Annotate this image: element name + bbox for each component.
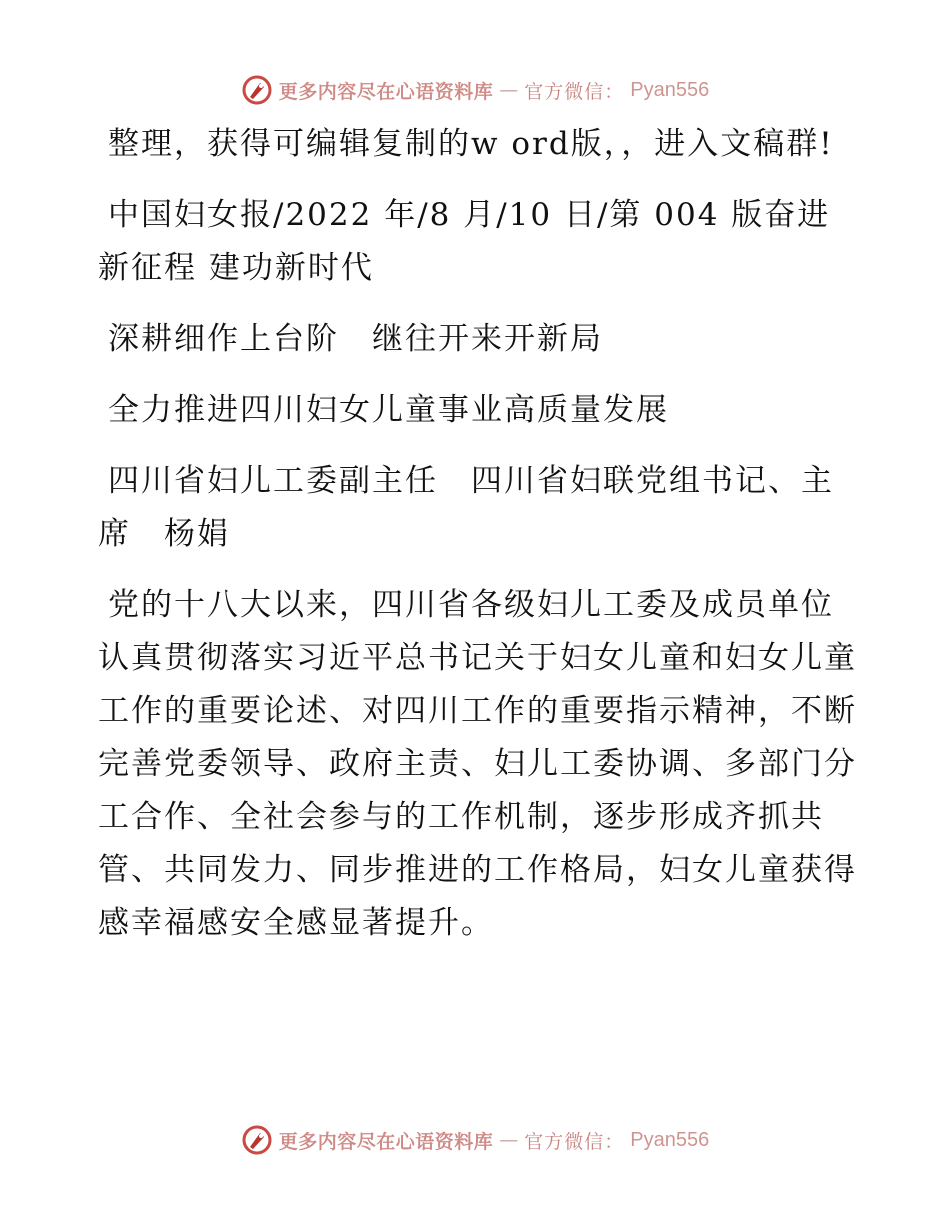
watermark-wechat-id: Pyan556 (630, 78, 710, 101)
watermark-official-label: 官方微信： (524, 1130, 625, 1153)
paragraph-headline: 深耕细作上台阶 继往开来开新局 (108, 321, 603, 357)
watermark-official-label: 官方微信： (524, 80, 625, 103)
document-body (98, 118, 858, 968)
paragraph-body: 党的十八大以来，四川省各级妇儿工委及成员单位认真贯彻落实习近平总书记关于妇女儿童和妇女儿童工作的重要论述、对四川工作的重要指示精神，不断完善党委领导、政府主责、妇儿工委协调、多部门分工合作、全社会参与的工作机制，逐步形成齐抓共管、共同发力、同步推进的工作格局，妇女儿童获得感幸福感安全感显著提升。 (98, 587, 857, 941)
paragraph-subheadline: 全力推进四川妇女儿童事业高质量发展 (108, 392, 669, 428)
watermark-main-text: 更多内容尽在心语资料库 (278, 80, 494, 103)
watermark-dash: — (499, 79, 519, 101)
pen-nib-circle-icon (241, 74, 273, 106)
header-watermark (0, 70, 950, 110)
pen-nib-circle-icon (241, 1124, 273, 1156)
paragraph-intro: 整理，获得可编辑复制的w ord版，，进入文稿群! (108, 126, 834, 162)
watermark-wechat-id: Pyan556 (630, 1128, 710, 1151)
watermark-dash: — (499, 1129, 519, 1151)
paragraph-source: 中国妇女报/2022 年/8 月/10 日/第 004 版奋进新征程 建功新时代 (98, 197, 831, 286)
footer-watermark (0, 1120, 950, 1160)
watermark-main-text: 更多内容尽在心语资料库 (278, 1130, 494, 1153)
paragraph-author: 四川省妇儿工委副主任 四川省妇联党组书记、主席 杨娟 (98, 463, 834, 552)
